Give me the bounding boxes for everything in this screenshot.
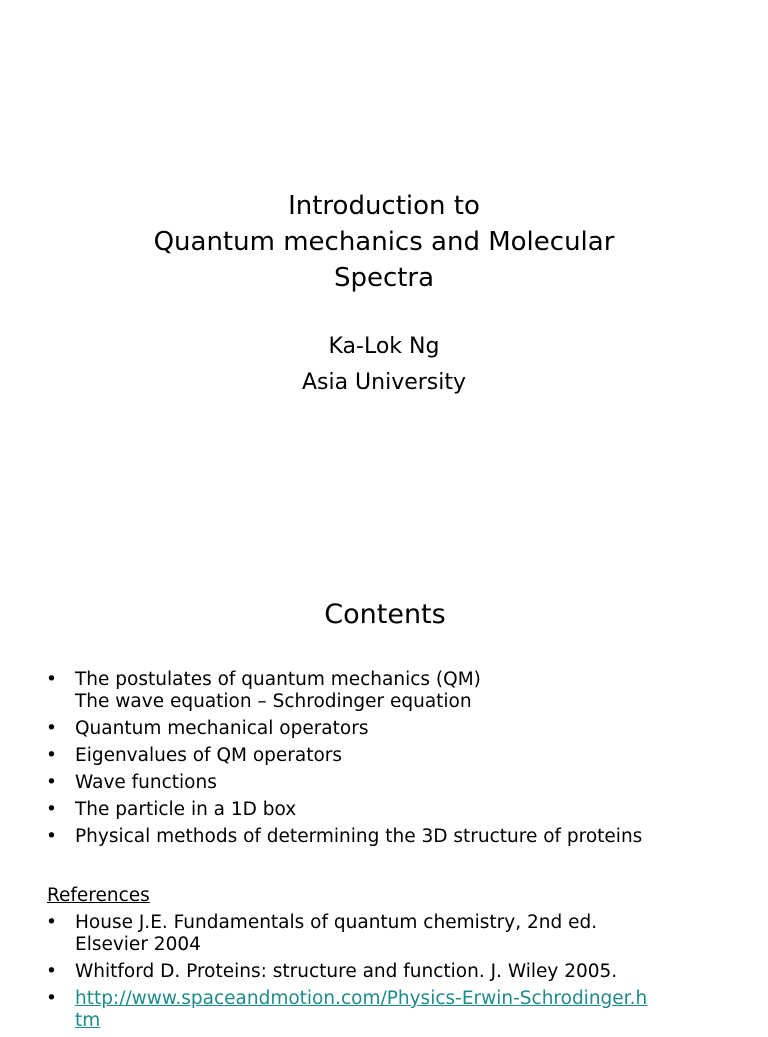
- reference-text: Elsevier 2004: [75, 934, 201, 955]
- reference-item: [46, 961, 756, 983]
- list-item-text: Eigenvalues of QM operators: [75, 745, 343, 766]
- list-item-text: The postulates of quantum mechanics (QM): [75, 669, 481, 690]
- author-block: [0, 329, 768, 401]
- contents-heading: Contents: [324, 599, 446, 630]
- reference-item: [46, 912, 756, 956]
- reference-item[interactable]: [46, 988, 756, 1032]
- bullet-icon: •: [46, 772, 57, 793]
- list-item: [46, 745, 746, 767]
- title-line: Quantum mechanics and Molecular: [153, 227, 615, 257]
- bullet-icon: •: [46, 745, 57, 766]
- list-item: [46, 772, 746, 794]
- author-affiliation: Asia University: [301, 370, 467, 395]
- reference-link-text[interactable]: http://www.spaceandmotion.com/Physics-Erwin-Schrodinger.h: [75, 988, 648, 1009]
- list-item: [46, 799, 746, 821]
- list-item: [46, 826, 746, 848]
- reference-link[interactable]: [75, 988, 756, 1032]
- reference-text: Whitford D. Proteins: structure and function. J. Wiley 2005.: [75, 961, 618, 982]
- bullet-icon: •: [46, 669, 57, 690]
- list-item: [46, 669, 746, 713]
- bullet-icon: •: [46, 961, 57, 982]
- title-line: Introduction to: [288, 191, 480, 221]
- author-name: Ka-Lok Ng: [328, 334, 440, 359]
- bullet-icon: •: [46, 718, 57, 739]
- list-item-text: Physical methods of determining the 3D structure of proteins: [75, 826, 643, 847]
- references-heading: References: [47, 885, 150, 906]
- title-line: Spectra: [333, 263, 435, 293]
- bullet-icon: •: [46, 799, 57, 820]
- references-list: [46, 912, 756, 1037]
- list-item-text: The particle in a 1D box: [75, 799, 297, 820]
- bullet-icon: •: [46, 912, 57, 933]
- bullet-icon: •: [46, 988, 57, 1009]
- slide-title: [0, 188, 768, 296]
- reference-link-text[interactable]: tm: [75, 1010, 101, 1031]
- list-item-text: The wave equation – Schrodinger equation: [75, 691, 472, 712]
- bullet-icon: •: [46, 826, 57, 847]
- list-item-text: Quantum mechanical operators: [75, 718, 369, 739]
- contents-list: [46, 669, 746, 853]
- list-item-text: Wave functions: [75, 772, 217, 793]
- list-item: [46, 718, 746, 740]
- reference-text: House J.E. Fundamentals of quantum chemistry, 2nd ed.: [75, 912, 598, 933]
